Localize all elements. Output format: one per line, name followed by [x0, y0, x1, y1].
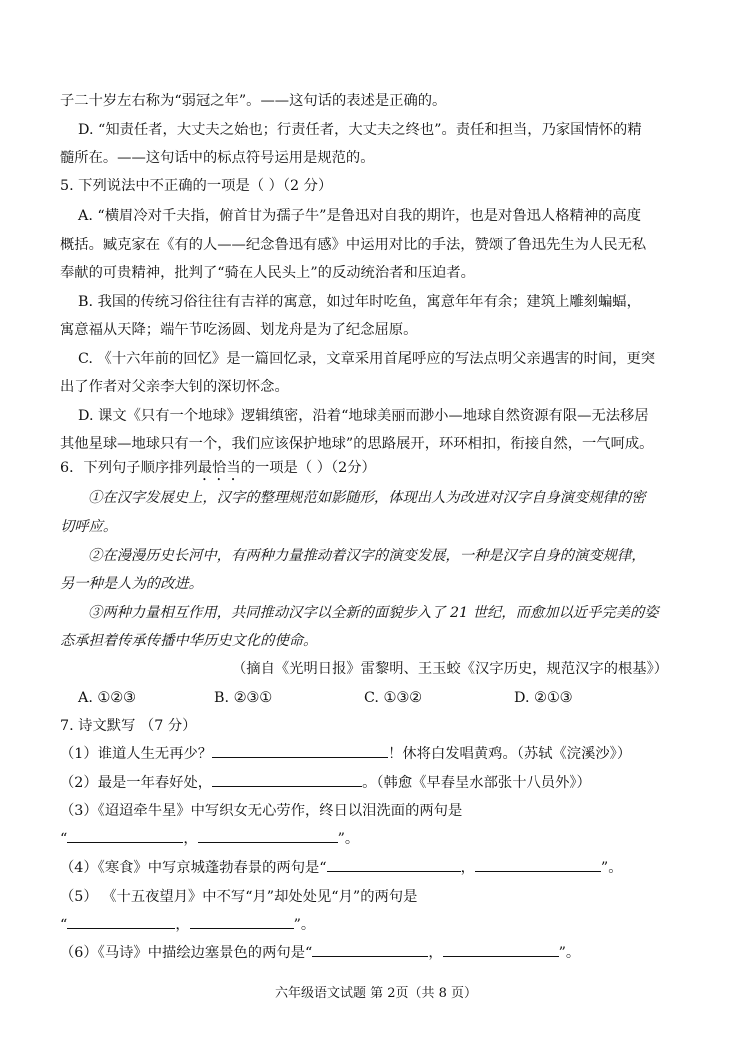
- answer-blank[interactable]: [443, 943, 559, 957]
- q5-option-b-cont: 寓意福从天降；端午节吃汤圆、划龙舟是为了纪念屈原。: [60, 322, 418, 338]
- comma: ，: [428, 945, 443, 961]
- comma: ，: [175, 917, 190, 933]
- q5-option-a: A. “横眉冷对千夫指，俯首甘为孺子牛”是鲁迅对自我的期许，也是对鲁迅人格精神的高度: [78, 208, 642, 224]
- poem-text: （6）《马诗》中描绘边塞景色的两句是“: [60, 945, 313, 961]
- poem-item-1: [60, 744, 712, 764]
- page-footer: 六年级语文试题 第 2页（共 8 页）: [274, 986, 478, 1001]
- question-7: 7. 诗文默写 （7 分）: [60, 718, 197, 734]
- sentence-1-cont: 切呼应。: [60, 519, 118, 535]
- answer-blank[interactable]: [67, 915, 175, 929]
- option-d-line: D. “知责任者，大丈夫之始也；行责任者，大丈夫之终也”。责任和担当，乃家国情怀的精: [78, 122, 642, 138]
- q6-option-b: B. ②③①: [214, 690, 273, 706]
- sentence-2: ②在漫漫历史长河中，有两种力量推动着汉字的演变发展，一种是汉字自身的演变规律，: [88, 548, 646, 564]
- answer-blank[interactable]: [212, 744, 388, 758]
- comma: ，: [183, 831, 198, 847]
- poem-text: （4）《寒食》中写京城蓬勃春景的两句是“: [60, 860, 327, 876]
- q6-option-a: A. ①②③: [78, 690, 136, 706]
- poem-item-5: （5） 《十五夜望月》中不写“月”却处处见“月”的两句是: [60, 889, 418, 905]
- answer-blank[interactable]: [475, 858, 601, 872]
- poem-text: 。（韩愈《早春呈水部张十八员外》）: [362, 775, 591, 791]
- q6-emphasis: 最恰当: [197, 460, 241, 476]
- q6-text: 的一项是（ ）（2分）: [240, 460, 376, 476]
- sentence-1: ①在汉字发展史上，汉字的整理规范如影随形，体现出人为改进对汉字自身演变规律的密: [88, 490, 646, 506]
- poem-item-3: （3）《迢迢牵牛星》中写织女无心劳作，终日以泪洗面的两句是: [60, 803, 463, 819]
- q5-option-c-cont: 出了作者对父亲李大钊的深切怀念。: [60, 379, 289, 395]
- quote-close: ”。: [600, 860, 623, 876]
- poem-item-2: [60, 773, 712, 793]
- answer-blank[interactable]: [190, 915, 294, 929]
- q5-option-b: B. 我国的传统习俗往往有吉祥的寓意，如过年时吃鱼，寓意年年有余；建筑上雕刻蝙蝠，: [78, 294, 641, 310]
- text-line: 髓所在。——这句话中的标点符号运用是规范的。: [60, 150, 375, 166]
- question-5: 5. 下列说法中不正确的一项是（ ）（2 分）: [60, 178, 333, 194]
- poem-item-4: [60, 858, 712, 878]
- poem-item-3-blanks: [60, 829, 712, 849]
- quote-open: “: [60, 831, 68, 847]
- answer-blank[interactable]: [67, 829, 183, 843]
- quote-open: “: [60, 917, 68, 933]
- answer-blank[interactable]: [212, 773, 362, 787]
- answer-blank[interactable]: [198, 829, 338, 843]
- answer-blank[interactable]: [327, 858, 461, 872]
- poem-item-5-blanks: [60, 915, 712, 935]
- question-6: [60, 458, 712, 484]
- poem-text: （2）最是一年春好处，: [60, 775, 213, 791]
- comma: ，: [460, 860, 475, 876]
- q6-option-d: D. ②①③: [514, 690, 573, 706]
- poem-text: ！休将白发唱黄鸡。（苏轼《浣溪沙》）: [388, 746, 632, 762]
- text-line: 子二十岁左右称为“弱冠之年”。——这句话的表述是正确的。: [60, 93, 447, 109]
- quote-close: ”。: [293, 917, 316, 933]
- sentence-3-cont: 态承担着传承传播中华历史文化的使命。: [60, 633, 318, 649]
- q5-option-d-cont: 其他星球—地球只有一个，我们应该保护地球”的思路展开，环环相扣，衔接自然，一气呵成。: [60, 436, 654, 452]
- quote-close: ”。: [558, 945, 581, 961]
- q6-text: 6．下列句子顺序排列: [60, 460, 198, 476]
- poem-text: （1）谁道人生无再少？: [60, 746, 213, 762]
- sentence-3: ③两种力量相互作用，共同推动汉字以全新的面貌步入了 21 世纪，而愈加以近乎完美的姿: [88, 605, 659, 621]
- q5-option-a-cont: 概括。臧克家在《有的人——纪念鲁迅有感》中运用对比的手法，赞颂了鲁迅先生为人民无私: [60, 237, 647, 253]
- answer-blank[interactable]: [312, 943, 428, 957]
- q5-option-c: C. 《十六年前的回忆》是一篇回忆录，文章采用首尾呼应的写法点明父亲遇害的时间，更突: [78, 351, 656, 367]
- q5-option-d: D. 课文《只有一个地球》逻辑缜密，沿着“地球美丽而渺小—地球自然资源有限—无法移居: [78, 408, 649, 424]
- sentence-2-cont: 另一种是人为的改进。: [60, 576, 203, 592]
- quote-close: ”。: [337, 831, 360, 847]
- q6-option-c: C. ①③②: [364, 690, 422, 706]
- q5-option-a-cont: 奉献的可贵精神，批判了“骑在人民头上”的反动统治者和压迫者。: [60, 265, 475, 281]
- source-citation: （摘自《光明日报》雷黎明、王玉蛟《汉字历史，规范汉字的根基》）: [232, 661, 669, 677]
- poem-item-6: [60, 943, 712, 963]
